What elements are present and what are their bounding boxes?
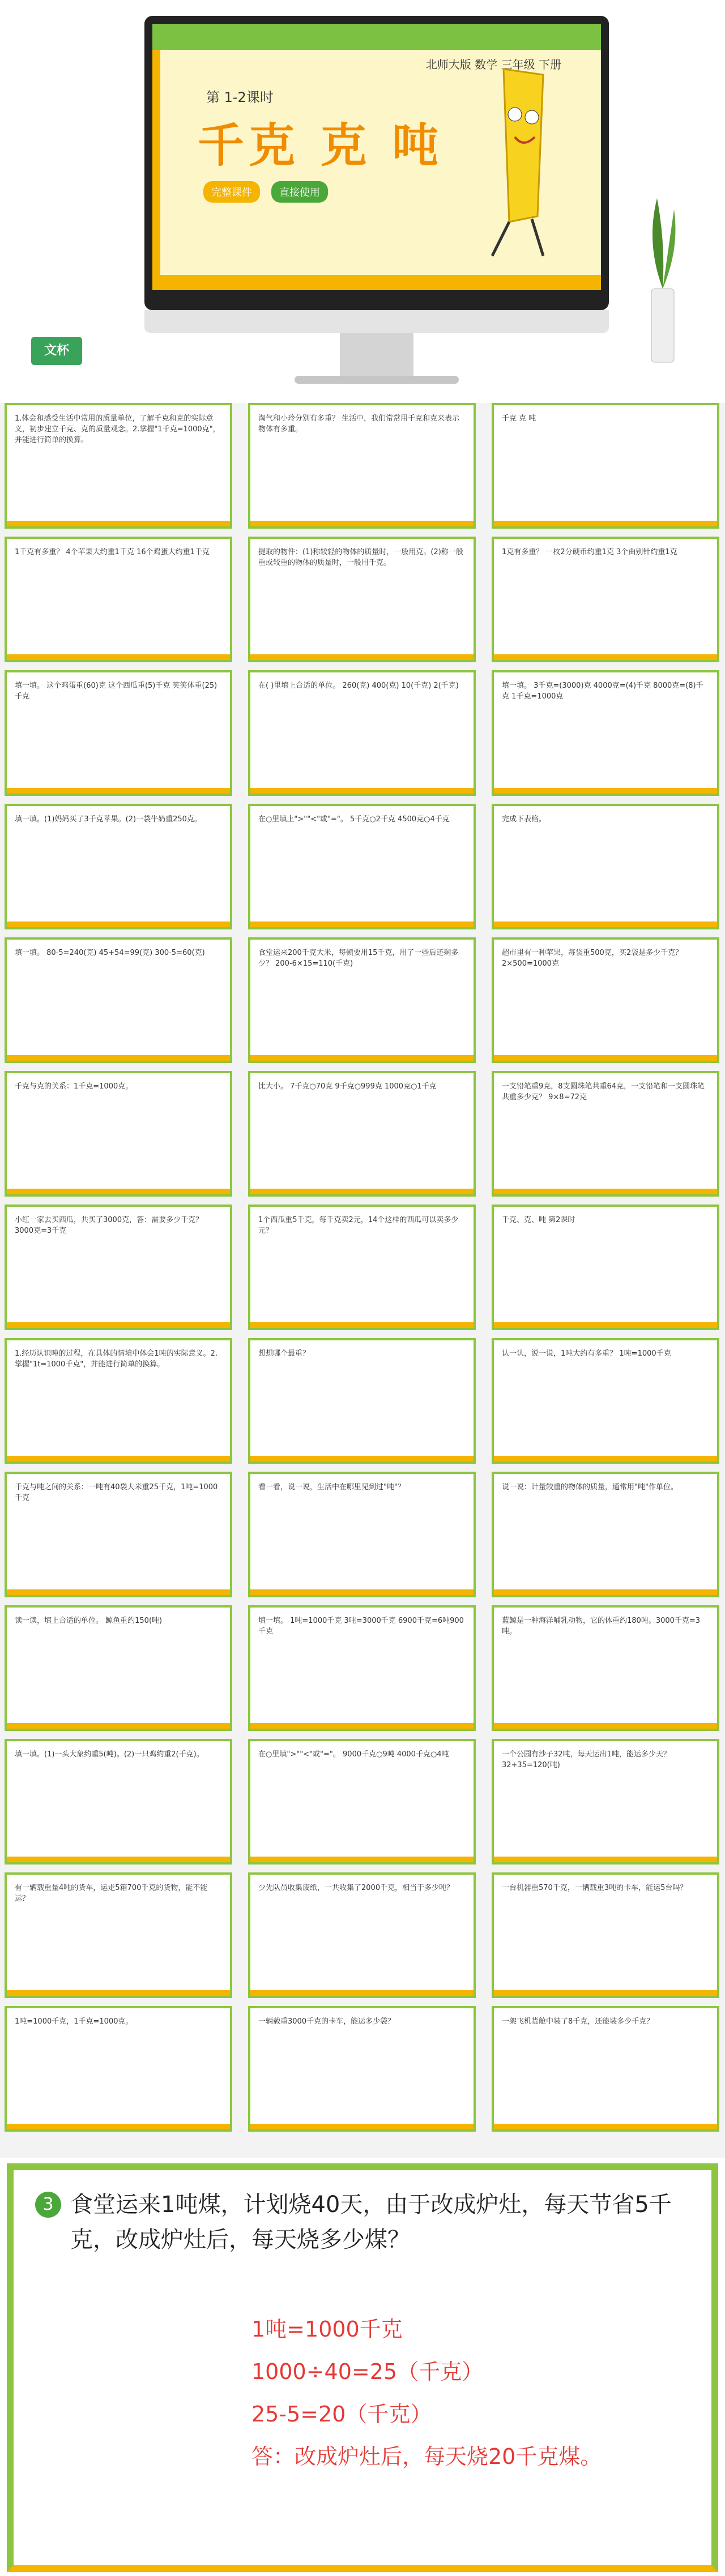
slide-left-strip: [152, 50, 160, 275]
slide-bottom-bar: [152, 275, 601, 290]
slide-thumb: 蓝鲸是一种海洋哺乳动物，它的体重约180吨。3000千克=3吨。: [492, 1605, 719, 1731]
slide-thumb: 千克 克 吨: [492, 403, 719, 529]
use-tag: 直接使用: [271, 181, 328, 203]
slide-thumb: 想想哪个最重？: [248, 1338, 476, 1464]
slide-thumb: 在○里填上">""<"或"="。 5千克○2千克 4500克○4千克: [248, 804, 476, 929]
complete-tag: 完整课件: [203, 181, 260, 203]
slide-thumbnail-grid: [0, 403, 725, 2158]
hero-banner: [0, 0, 725, 396]
monitor-chin: [144, 310, 609, 333]
slide-thumb: 少先队员收集废纸，一共收集了2000千克，相当于多少吨？: [248, 1872, 476, 1998]
slide-thumb: 1个西瓜重5千克，每千克卖2元，14个这样的西瓜可以卖多少元？: [248, 1205, 476, 1330]
slide-thumb: 食堂运来200千克大米，每顿要用15千克，用了一些后还剩多少？ 200-6×15=110(千克): [248, 937, 476, 1063]
monitor-base: [295, 376, 459, 384]
question-text: 食堂运来1吨煤，计划烧40天，由于改成炉灶，每天节省5千克，改成炉灶后，每天烧多少煤？: [70, 2192, 672, 2253]
slide-thumb: 在( )里填上合适的单位。 260(克) 400(克) 10(千克) 2(千克): [248, 670, 476, 796]
slide-thumb: 填一填。 1吨=1000千克 3吨=3000千克 6900千克=6吨900千克: [248, 1605, 476, 1731]
slide-thumb: 比大小。 7千克○70克 9千克○999克 1000克○1千克: [248, 1071, 476, 1197]
slide-thumb: 提取的物件：(1)称较轻的物体的质量时，一般用克。(2)称一般重或较重的物体的质量时，一般用千克。: [248, 537, 476, 662]
slide-thumb: 1克有多重？ 一枚2分硬币约重1克 3个曲别针约重1克: [492, 537, 719, 662]
answer-line: 1吨=1000千克: [251, 2317, 403, 2342]
slide-thumb: 完成下表格。: [492, 804, 719, 929]
slide-thumb: 一个公园有沙子32吨，每天运出1吨，能运多少天？ 32+35=120(吨): [492, 1739, 719, 1865]
answer-line: 25-5=20（千克）: [251, 2402, 432, 2427]
edition-label: 北师大版 数学 三年级 下册: [425, 58, 561, 71]
slide-thumb: 填一填。 这个鸡蛋重(60)克 这个西瓜重(5)千克 笑笑体重(25)千克: [5, 670, 232, 796]
plant-icon: [640, 175, 685, 368]
slide-thumb: 千克、克、吨 第2课时: [492, 1205, 719, 1330]
slide-thumb: 读一读，填上合适的单位。 鲸鱼重约150(吨): [5, 1605, 232, 1731]
brand-logo: 文杯: [31, 337, 82, 365]
slide-thumb: 千克与克的关系：1千克=1000克。: [5, 1071, 232, 1197]
monitor: [144, 16, 609, 310]
slide-thumb: 填一填。(1)妈妈买了3千克苹果。(2)一袋牛奶重250克。: [5, 804, 232, 929]
question-number: 3: [35, 2192, 61, 2218]
slide-thumb: 千克与吨之间的关系：一吨有40袋大米重25千克，1吨=1000千克: [5, 1472, 232, 1597]
slide-thumb: 淘气和小玲分别有多重？ 生活中，我们常常用千克和克来表示物体有多重。: [248, 403, 476, 529]
slide-thumb: 认一认，说一说，1吨大约有多重？ 1吨=1000千克: [492, 1338, 719, 1464]
slide-thumb: 1.体会和感受生活中常用的质量单位，了解千克和克的实际意义，初步建立千克、克的质量观念。2.掌握"1千克=1000克"，并能进行简单的换算。: [5, 403, 232, 529]
slide-thumb: 1.经历认识吨的过程，在具体的情境中体会1吨的实际意义。2.掌握"1t=1000千克"，并能进行简单的换算。: [5, 1338, 232, 1464]
slide-thumb: 1吨=1000千克，1千克=1000克。: [5, 2006, 232, 2132]
slide-thumb: 1千克有多重？ 4个苹果大约重1千克 16个鸡蛋大约重1千克: [5, 537, 232, 662]
featured-slide: [7, 2163, 718, 2572]
slide-thumb: 在○里填">""<"或"="。 9000千克○9吨 4000千克○4吨: [248, 1739, 476, 1865]
slide-thumb: 一台机器重570千克，一辆载重3吨的卡车，能运5台吗？: [492, 1872, 719, 1998]
ruler-mascot-icon: [470, 63, 566, 267]
slide-thumb: 看一看，说一说，生活中在哪里见到过"吨"？: [248, 1472, 476, 1597]
slide-thumb: 一辆载重3000千克的卡车，能运多少袋？: [248, 2006, 476, 2132]
monitor-stand: [340, 333, 413, 378]
answer-line: 1000÷40=25（千克）: [251, 2359, 484, 2384]
slide-thumb: 填一填。 3千克=(3000)克 4000克=(4)千克 8000克=(8)千克 1千克=1000克: [492, 670, 719, 796]
slide-thumb: 一支铅笔重9克，8支圆珠笔共重64克，一支铅笔和一支圆珠笔共重多少克？ 9×8=72克: [492, 1071, 719, 1197]
slide-thumb: 说一说：计量较重的物体的质量，通常用"吨"作单位。: [492, 1472, 719, 1597]
slide-thumb: 填一填。(1)一头大象约重5(吨)。(2)一只鸡约重2(千克)。: [5, 1739, 232, 1865]
slide-thumb: 小红一家去买西瓜，共买了3000克，答：需要多少千克？ 3000克=3千克: [5, 1205, 232, 1330]
lesson-label: 第 1-2课时: [206, 89, 274, 105]
slide-thumb: 填一填。 80-5=240(克) 45+54=99(克) 300-5=60(克): [5, 937, 232, 1063]
slide-thumb: 一架飞机货舱中装了8千克，还能装多少千克？: [492, 2006, 719, 2132]
slide-top-bar: [152, 24, 601, 50]
slide-thumb: 有一辆载重量4吨的货车，运走5箱700千克的货物，能不能运？: [5, 1872, 232, 1998]
slide-thumb: 超市里有一种苹果，每袋重500克，买2袋是多少千克？ 2×500=1000克: [492, 937, 719, 1063]
title-slide: [152, 24, 601, 290]
answer-line: 答：改成炉灶后，每天烧20千克煤。: [251, 2444, 602, 2469]
main-title: 千克 克 吨: [198, 119, 443, 173]
